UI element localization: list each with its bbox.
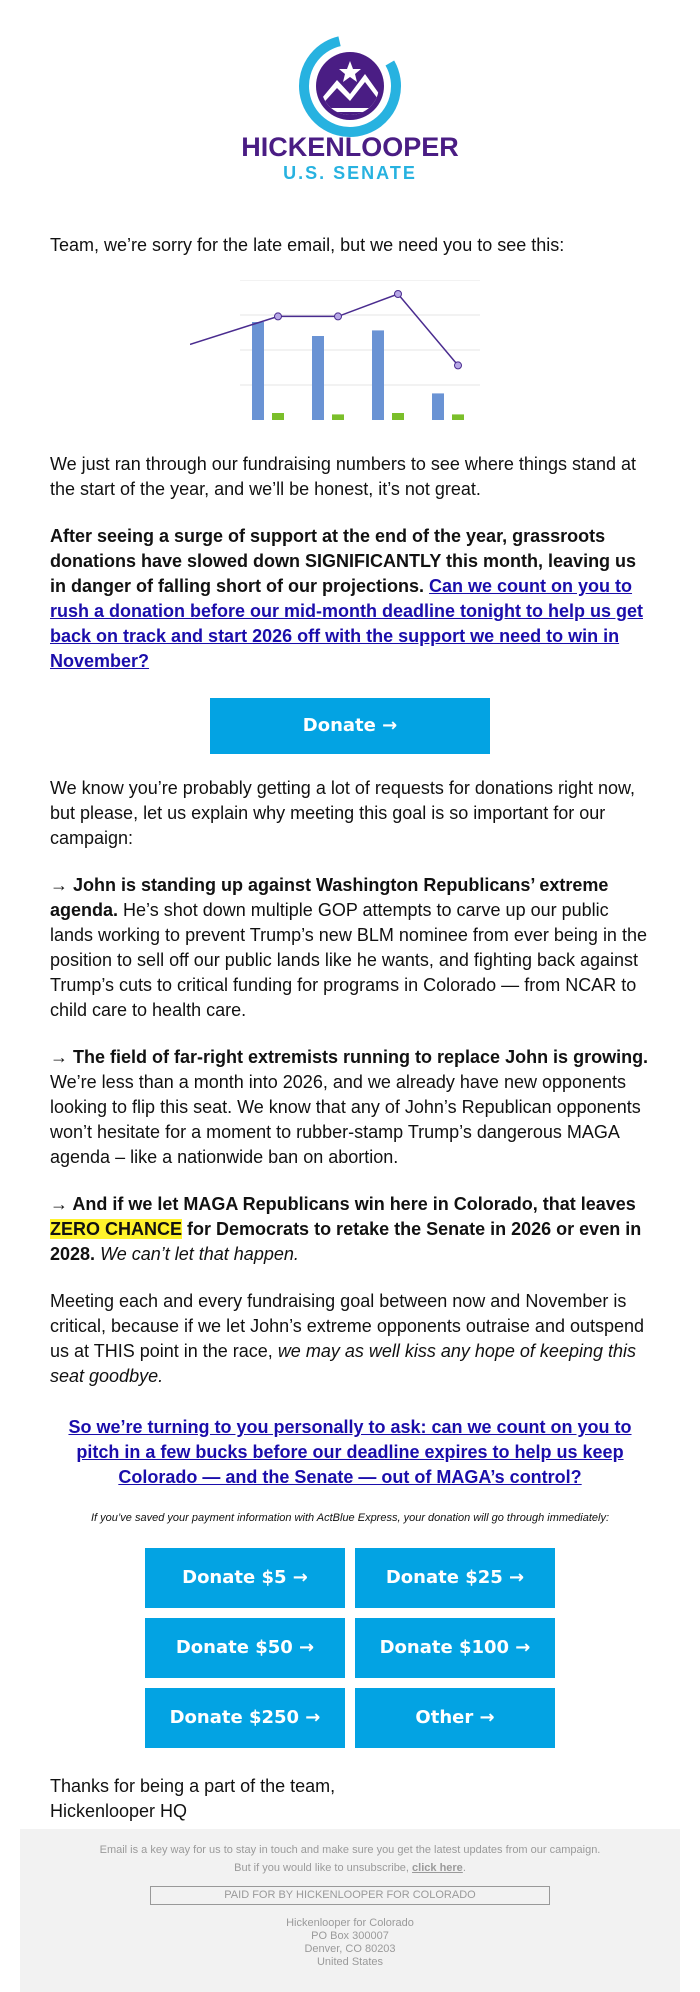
footer-line2: But if you would like to unsubscribe, click here.	[234, 1862, 466, 1874]
donate-50-button[interactable]: Donate $50 →	[145, 1618, 345, 1678]
paid-for-by: PAID FOR BY HICKENLOOPER FOR COLORADO	[150, 1886, 550, 1905]
donate-5-button[interactable]: Donate $5 →	[145, 1548, 345, 1608]
decline-bold: After seeing a surge of support at the end of the year, grassroots donations have slowed down SIGNIFICANTLY this month, leaving us in danger of falling short of our projections.	[50, 526, 637, 596]
point3-bold-a: → And if we let MAGA Republicans win here in Colorado, that leaves	[50, 1194, 636, 1214]
footer-line1: Email is a key way for us to stay in touch and make sure you get the latest updates from our campaign.	[99, 1844, 601, 1856]
ask-link[interactable]: So we’re turning to you personally to ask: can we count on you to pitch in a few bucks before our deadline expires to help us keep Colorado — and the Senate — out of MAGA’s control?	[68, 1417, 632, 1487]
actblue-express-note: If you’ve saved your payment information with ActBlue Express, your donation will go through immediately:	[90, 1512, 610, 1524]
chart-trend-point	[335, 313, 342, 320]
address-line-3: Denver, CO 80203	[304, 1943, 396, 1955]
point3-bold-b: for Democrats to retake the Senate in 2026 or even in 2028.	[50, 1219, 642, 1264]
point3-italic: We can’t let that happen.	[100, 1244, 299, 1264]
donate-250-button[interactable]: Donate $250 →	[145, 1688, 345, 1748]
footer-address	[20, 1917, 680, 1969]
chart-trend-point	[455, 362, 462, 369]
chart-bar-green	[332, 414, 344, 420]
signoff-line2: Hickenlooper HQ	[50, 1801, 188, 1821]
rush-donation-link[interactable]: Can we count on you to rush a donation before our mid-month deadline tonight to help us get back on track and start 2026 off with the support we need to win in November?	[50, 576, 643, 671]
footer-unsubscribe-text: But if you would like to unsubscribe,	[234, 1862, 409, 1874]
brand-subtitle: U.S. SENATE	[283, 163, 417, 183]
donate-25-button[interactable]: Donate $25 →	[355, 1548, 555, 1608]
point1-text: He’s shot down multiple GOP attempts to carve up our public lands working to prevent Trump’s new BLM nominee from ever being in the position to sell off our public lands like he wants, and fighting back against Trump’s cuts to critical funding for programs in Colorado — from NCAR to child care to health care.	[50, 900, 647, 1020]
zero-chance-highlight: ZERO CHANCE	[50, 1219, 183, 1239]
point1-bold: → John is standing up against Washington Republicans’ extreme agenda.	[50, 875, 609, 920]
hickenlooper-logo	[225, 24, 475, 189]
unsubscribe-link[interactable]: click here	[412, 1862, 463, 1874]
donate-100-button[interactable]: Donate $100 →	[355, 1618, 555, 1678]
paragraph-numbers: We just ran through our fundraising numbers to see where things stand at the start of the year, and we’ll be honest, it’s not great.	[50, 454, 637, 499]
point2-text: We’re less than a month into 2026, and we already have new opponents looking to flip this seat. We know that any of John’s Republican opponents won’t hesitate for a moment to rubber-stamp Trump’s dangerous MAGA agenda – like a nationwide ban on abortion.	[50, 1072, 641, 1167]
paragraph-decline	[50, 524, 650, 674]
donate-button[interactable]: Donate →	[210, 698, 490, 754]
donate-other-button[interactable]: Other →	[355, 1688, 555, 1748]
point-extremists	[50, 1045, 650, 1170]
brand-name: HICKENLOOPER	[241, 132, 459, 162]
goal-italic: we may as well kiss any hope of keeping this seat goodbye.	[50, 1341, 636, 1386]
signoff-line1: Thanks for being a part of the team,	[50, 1776, 336, 1796]
address-line-2: PO Box 300007	[311, 1930, 389, 1942]
donate-amount-grid	[145, 1548, 555, 1748]
paragraph-goal	[50, 1289, 650, 1389]
chart-trend-point	[275, 313, 282, 320]
fundraising-chart	[190, 280, 510, 430]
email-body	[0, 24, 700, 1968]
point-zero-chance	[50, 1192, 650, 1267]
chart-trend-point	[395, 291, 402, 298]
chart-bar-blue	[372, 330, 384, 420]
chart-bar-green	[392, 413, 404, 420]
address-line-4: United States	[316, 1956, 384, 1968]
point2-bold: → The field of far-right extremists running to replace John is growing.	[50, 1047, 649, 1067]
intro-text: Team, we’re sorry for the late email, but we need you to see this:	[50, 235, 565, 255]
point-standing-up	[50, 873, 650, 1023]
chart-bar-green	[452, 414, 464, 420]
goal-text: Meeting each and every fundraising goal between now and November is critical, because if we let John’s extreme opponents outraise and outspend us at THIS point in the race,	[50, 1291, 645, 1361]
chart-bar-blue	[432, 393, 444, 420]
address-line-1: Hickenlooper for Colorado	[286, 1917, 414, 1929]
ask-block	[50, 1415, 650, 1490]
chart-bar-blue	[312, 336, 324, 420]
chart-bar-blue	[252, 322, 264, 420]
chart-bar-green	[272, 413, 284, 420]
paragraph-requests: We know you’re probably getting a lot of requests for donations right now, but please, let us explain why meeting this goal is so important for our campaign:	[50, 778, 636, 848]
